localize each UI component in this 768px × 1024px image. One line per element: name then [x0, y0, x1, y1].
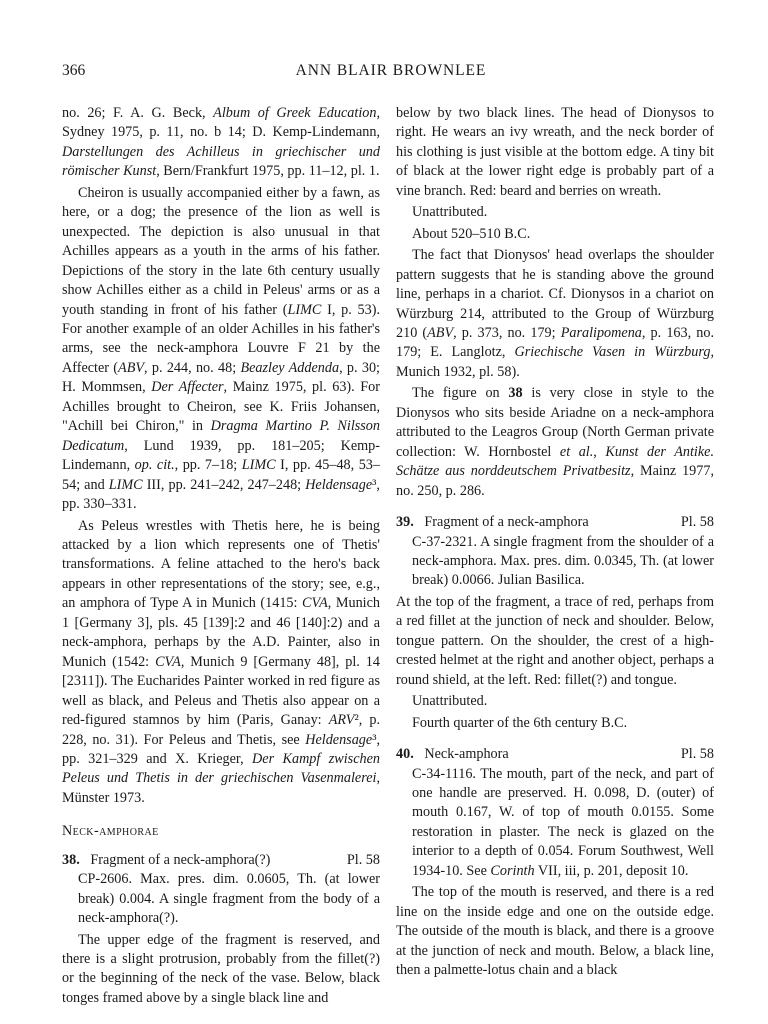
citation-title: ABV [118, 359, 145, 376]
entry-number: 38. [62, 851, 80, 868]
citation-title: Beazley Addenda [240, 359, 340, 376]
catalogue-entry-38-heading [62, 851, 380, 870]
text-run: , Mainz 1977, no. 250, p. 286. [396, 463, 714, 499]
citation-title: Der Kampf zwischen Peleus und Thetis in der griechischen Vasenmalerei [62, 750, 380, 787]
entry-paragraph: below by two black lines. The head of Dionysos to right. He wears an ivy wreath, and the neck border of his clothing is just visible at the bottom edge. A tiny bit of black at the lower right edge is probably part of a vine branch. Red: beard and berries on wreath. [396, 105, 714, 199]
catalogue-entry-39-heading [396, 513, 714, 532]
text-run: Cheiron is usually accompanied either by a fawn, as here, or a dog; the presence of the lion as well is unexpected. The depiction is also unusual in that Achilles appears as a youth in the arms of his father. Depictions of the story in the late 6th century usually show Achilles either as a child in Peleus' arms or as a youth standing in front of his father ( [62, 184, 380, 318]
text-run: C-34-1116. The mouth, part of the neck, and part of one handle are preserved. H. 0.098, D. (outer) of mouth 0.167, W. of top of mouth 0.0155. Some restoration in plaster. The neck is glazed on the interior to a depth of 0.054. Forum Southwest, Well 1934-10. See [412, 765, 714, 879]
text-run: III, pp. 241–242, 247–248; [142, 476, 306, 493]
paragraph-cheiron [62, 184, 380, 515]
citation-title: Heldensage [305, 731, 373, 748]
citation-title: Kunst der Antike. Schätze aus norddeutschem Privatbesitz [396, 443, 714, 480]
citation-title: ARV [328, 712, 355, 729]
text-run: ³, pp. 330–331. [62, 476, 380, 513]
entry-number: 39. [396, 514, 414, 531]
citation-title: Der Affecter [151, 379, 224, 396]
citation-title: Heldensage [305, 476, 373, 493]
right-column [396, 104, 714, 980]
text-run: ², p. 228, no. 31). For Peleus and Thetis, see [62, 712, 380, 748]
citation-title: Album of Greek Education [213, 105, 377, 121]
text-run: VII, iii, p. 201, deposit 10. [534, 862, 689, 879]
text-run: , pp. 7–18; [174, 457, 242, 474]
catalogue-entry-40-heading [396, 745, 714, 764]
paragraph-style-comparison [396, 384, 714, 501]
citation-title: ABV [427, 324, 454, 341]
page-number: 366 [62, 62, 86, 79]
running-head: ANN BLAIR BROWNLEE [295, 62, 487, 79]
entry-paragraph: At the top of the fragment, a trace of red, perhaps from a red fillet at the junction of neck and shoulder. Below, tongue pattern. On the shoulder, the crest of a high-crested helmet at the right and another object, perhaps a round shield, at the left. Red: fillet(?) and tongue. [396, 593, 714, 688]
citation-title: Paralipomena [560, 324, 642, 341]
paragraph-dionysos-chariot [396, 246, 714, 382]
text-run: , Munich 1932, pl. 58). [396, 344, 714, 380]
citation-title: Griechische Vasen in Würzburg [514, 344, 711, 361]
text-run: , Munich 9 [Germany 48], pl. 14 [2311]). The Eucharides Painter worked in red figure as well as black, and Peleus and Thetis also appear on a red-figured stamnos by him (Paris, Ganay: [62, 653, 380, 729]
entry-title: Fragment of a neck-amphora(?) [90, 851, 271, 868]
citation-title: Darstellungen des Achilleus in griechischer und römischer Kunst [62, 143, 380, 180]
text-run: The fact that Dionysos' head overlaps the shoulder pattern suggests that he is standing above the ground line, perhaps in a chariot. Cf. Dionysos in a chariot on Würzburg 214, attributed to the Group of Würzburg 210 ( [396, 247, 714, 341]
citation-title: op. cit. [134, 457, 175, 474]
plate-reference: Pl. 58 [346, 851, 380, 868]
citation-title: Corinth [490, 862, 535, 879]
text-run: The figure on [412, 385, 509, 402]
attribution: Unattributed. [412, 204, 488, 221]
text-run: , Sydney 1975, p. 11, no. b 14; D. Kemp-Lindemann, [62, 105, 380, 141]
entry-reference: 38 [508, 385, 523, 402]
text-run: , Lund 1939, pp. 181–205; Kemp-Lindemann, [62, 437, 380, 474]
entry-number: 40. [396, 746, 414, 763]
entry-paragraph: The upper edge of the fragment is reserved, and there is a slight protrusion, probably from the fillet(?) or the beginning of the neck of the vase. Below, black tonges framed above by a single black line and [62, 931, 380, 1006]
text-run: , Munich 1 [Germany 3], pls. 45 [139]:2 and 46 [140]:2) and a neck-amphora, perhaps by the A.D. Painter, also in Munich (1542: [62, 595, 380, 670]
text-run: , p. 244, no. 48; [144, 359, 241, 376]
attribution: Unattributed. [412, 693, 488, 710]
text-run: , Bern/Frankfurt 1975, pp. 11–12, pl. 1. [156, 163, 380, 180]
entry-description: C-37-2321. A single fragment from the shoulder of a neck-amphora. Max. pres. dim. 0.0345, Th. (at lower break) 0.0066. Julian Basilica. [412, 533, 714, 589]
citation-title: et al. [559, 443, 594, 460]
text-run: , p. 30; H. Mommsen, [62, 359, 380, 396]
entry-description [396, 765, 714, 882]
entry-paragraph: The top of the mouth is reserved, and there is a red line on the inside edge and one on the outside edge. The outside of the mouth is black, and there is a groove at the junction of neck and mouth. Below, a black line, then a palmette-lotus chain and a black [396, 884, 714, 979]
entry-description: CP-2606. Max. pres. dim. 0.0605, Th. (at lower break) 0.004. A single fragment from the body of a neck-amphora(?). [78, 871, 380, 927]
text-run: , Münster 1973. [62, 770, 380, 806]
section-title: Neck-amphorae [62, 823, 159, 840]
text-run: no. 26; F. A. G. Beck, [62, 105, 214, 121]
citation-title: CVA [302, 595, 328, 612]
plate-reference: Pl. 58 [680, 514, 714, 531]
text-run: , p. 373, no. 179; [453, 324, 561, 341]
citation-title: CVA [155, 653, 181, 670]
page-header [62, 62, 720, 84]
paragraph-peleus-thetis [62, 517, 380, 809]
text-run: , p. 163, no. 179; E. Langlotz, [396, 324, 714, 361]
citation-title: LIMC [287, 301, 322, 318]
date-line: Fourth quarter of the 6th century B.C. [412, 714, 628, 731]
text-run: , Mainz 1975, pl. 63). For Achilles brought to Cheiron, see K. Friis Johansen, "Achill bei Chiron," in [62, 379, 380, 435]
paragraph-bibliography-continued [62, 104, 380, 182]
text-run: , [593, 443, 606, 460]
date-line: About 520–510 B.C. [412, 225, 531, 242]
entry-title: Neck-amphora [424, 746, 509, 763]
text-run: I, pp. 45–48, 53–54; and [62, 457, 380, 493]
citation-title: Dragma Martino P. Nilsson Dedicatum [62, 418, 380, 454]
citation-title: LIMC [108, 476, 143, 493]
citation-title: LIMC [241, 457, 276, 474]
text-run: As Peleus wrestles with Thetis here, he is being attacked by a lion which represents one of Thetis' transformations. A feline attached to the hero's back appears in other representations of the story; see, e.g., an amphora of Type A in Munich (1415: [62, 517, 380, 612]
text-run: is very close in style to the Dionysos who sits beside Ariadne on a neck-amphora attributed to the Leagros Group (North German private collection: W. Hornbostel [396, 385, 714, 460]
plate-reference: Pl. 58 [680, 746, 714, 763]
text-run: I, p. 53). For another example of an older Achilles in his father's arms, see the neck-amphora Louvre F 21 by the Affecter ( [62, 301, 381, 376]
left-column [62, 104, 380, 1008]
text-run: ³, pp. 321–329 and X. Krieger, [62, 731, 380, 767]
entry-title: Fragment of a neck-amphora [424, 514, 589, 531]
